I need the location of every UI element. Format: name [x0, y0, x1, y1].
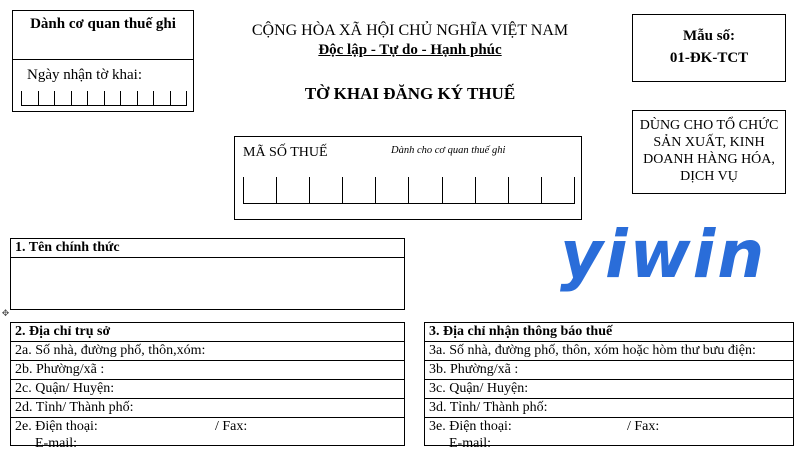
section-official-name-title: 1. Tên chính thức: [11, 239, 404, 258]
form-number-label: Mẫu số:: [682, 28, 736, 44]
head-office-email-label: E-mail:: [35, 436, 77, 451]
form-number-box: [632, 14, 786, 82]
notice-phone-label: 3e. Điện thoại:: [429, 419, 512, 434]
motto: Độc lập - Tự do - Hạnh phúc: [318, 42, 502, 58]
tax-office-use-header: Dành cơ quan thuế ghi: [13, 11, 193, 60]
head-office-contact[interactable]: [11, 418, 404, 452]
notice-contact[interactable]: [425, 418, 793, 452]
section-head-office-title: 2. Địa chỉ trụ sở: [11, 323, 404, 342]
tax-code-label: MÃ SỐ THUẾ: [243, 145, 328, 160]
notice-province[interactable]: 3d. Tỉnh/ Thành phố:: [425, 399, 793, 418]
tax-code-box: [234, 136, 582, 220]
received-date-field[interactable]: [21, 91, 187, 106]
notice-house-street[interactable]: 3a. Số nhà, đường phố, thôn, xóm hoặc hòm thư bưu điện:: [425, 342, 793, 361]
notice-district[interactable]: 3c. Quận/ Huyện:: [425, 380, 793, 399]
section-head-office-address: [10, 322, 405, 451]
section-notice-address: [424, 322, 794, 451]
head-office-fax-label: / Fax:: [215, 419, 248, 434]
official-name-field[interactable]: [11, 258, 404, 310]
notice-fax-label: / Fax:: [627, 419, 660, 434]
section-official-name: [10, 238, 405, 310]
republic-heading: CỘNG HÒA XÃ HỘI CHỦ NGHĨA VIỆT NAM: [251, 22, 569, 39]
tax-code-digit-field[interactable]: [243, 177, 575, 204]
watermark-logo: yiwin: [560, 216, 767, 293]
form-title: TỜ KHAI ĐĂNG KÝ THUẾ: [304, 84, 516, 103]
table-move-handle-icon[interactable]: ✥: [1, 309, 10, 319]
notice-ward[interactable]: 3b. Phường/xã :: [425, 361, 793, 380]
tax-code-note: Dành cho cơ quan thuế ghi: [391, 145, 506, 156]
notice-email-label: E-mail:: [449, 436, 491, 451]
form-number-code: 01-ĐK-TCT: [669, 50, 749, 66]
head-office-ward[interactable]: 2b. Phường/xã :: [11, 361, 404, 380]
head-office-province[interactable]: 2d. Tỉnh/ Thành phố:: [11, 399, 404, 418]
received-date-label: Ngày nhận tờ khai:: [27, 67, 142, 83]
head-office-phone-label: 2e. Điện thoại:: [15, 419, 98, 434]
tax-office-use-box: [12, 10, 194, 112]
applicable-to-box: DÙNG CHO TỔ CHỨC SẢN XUẤT, KINH DOANH HÀNG HÓA, DỊCH VỤ: [632, 110, 786, 194]
section-notice-address-title: 3. Địa chỉ nhận thông báo thuế: [425, 323, 793, 342]
head-office-house-street[interactable]: 2a. Số nhà, đường phố, thôn,xóm:: [11, 342, 404, 361]
head-office-district[interactable]: 2c. Quận/ Huyện:: [11, 380, 404, 399]
